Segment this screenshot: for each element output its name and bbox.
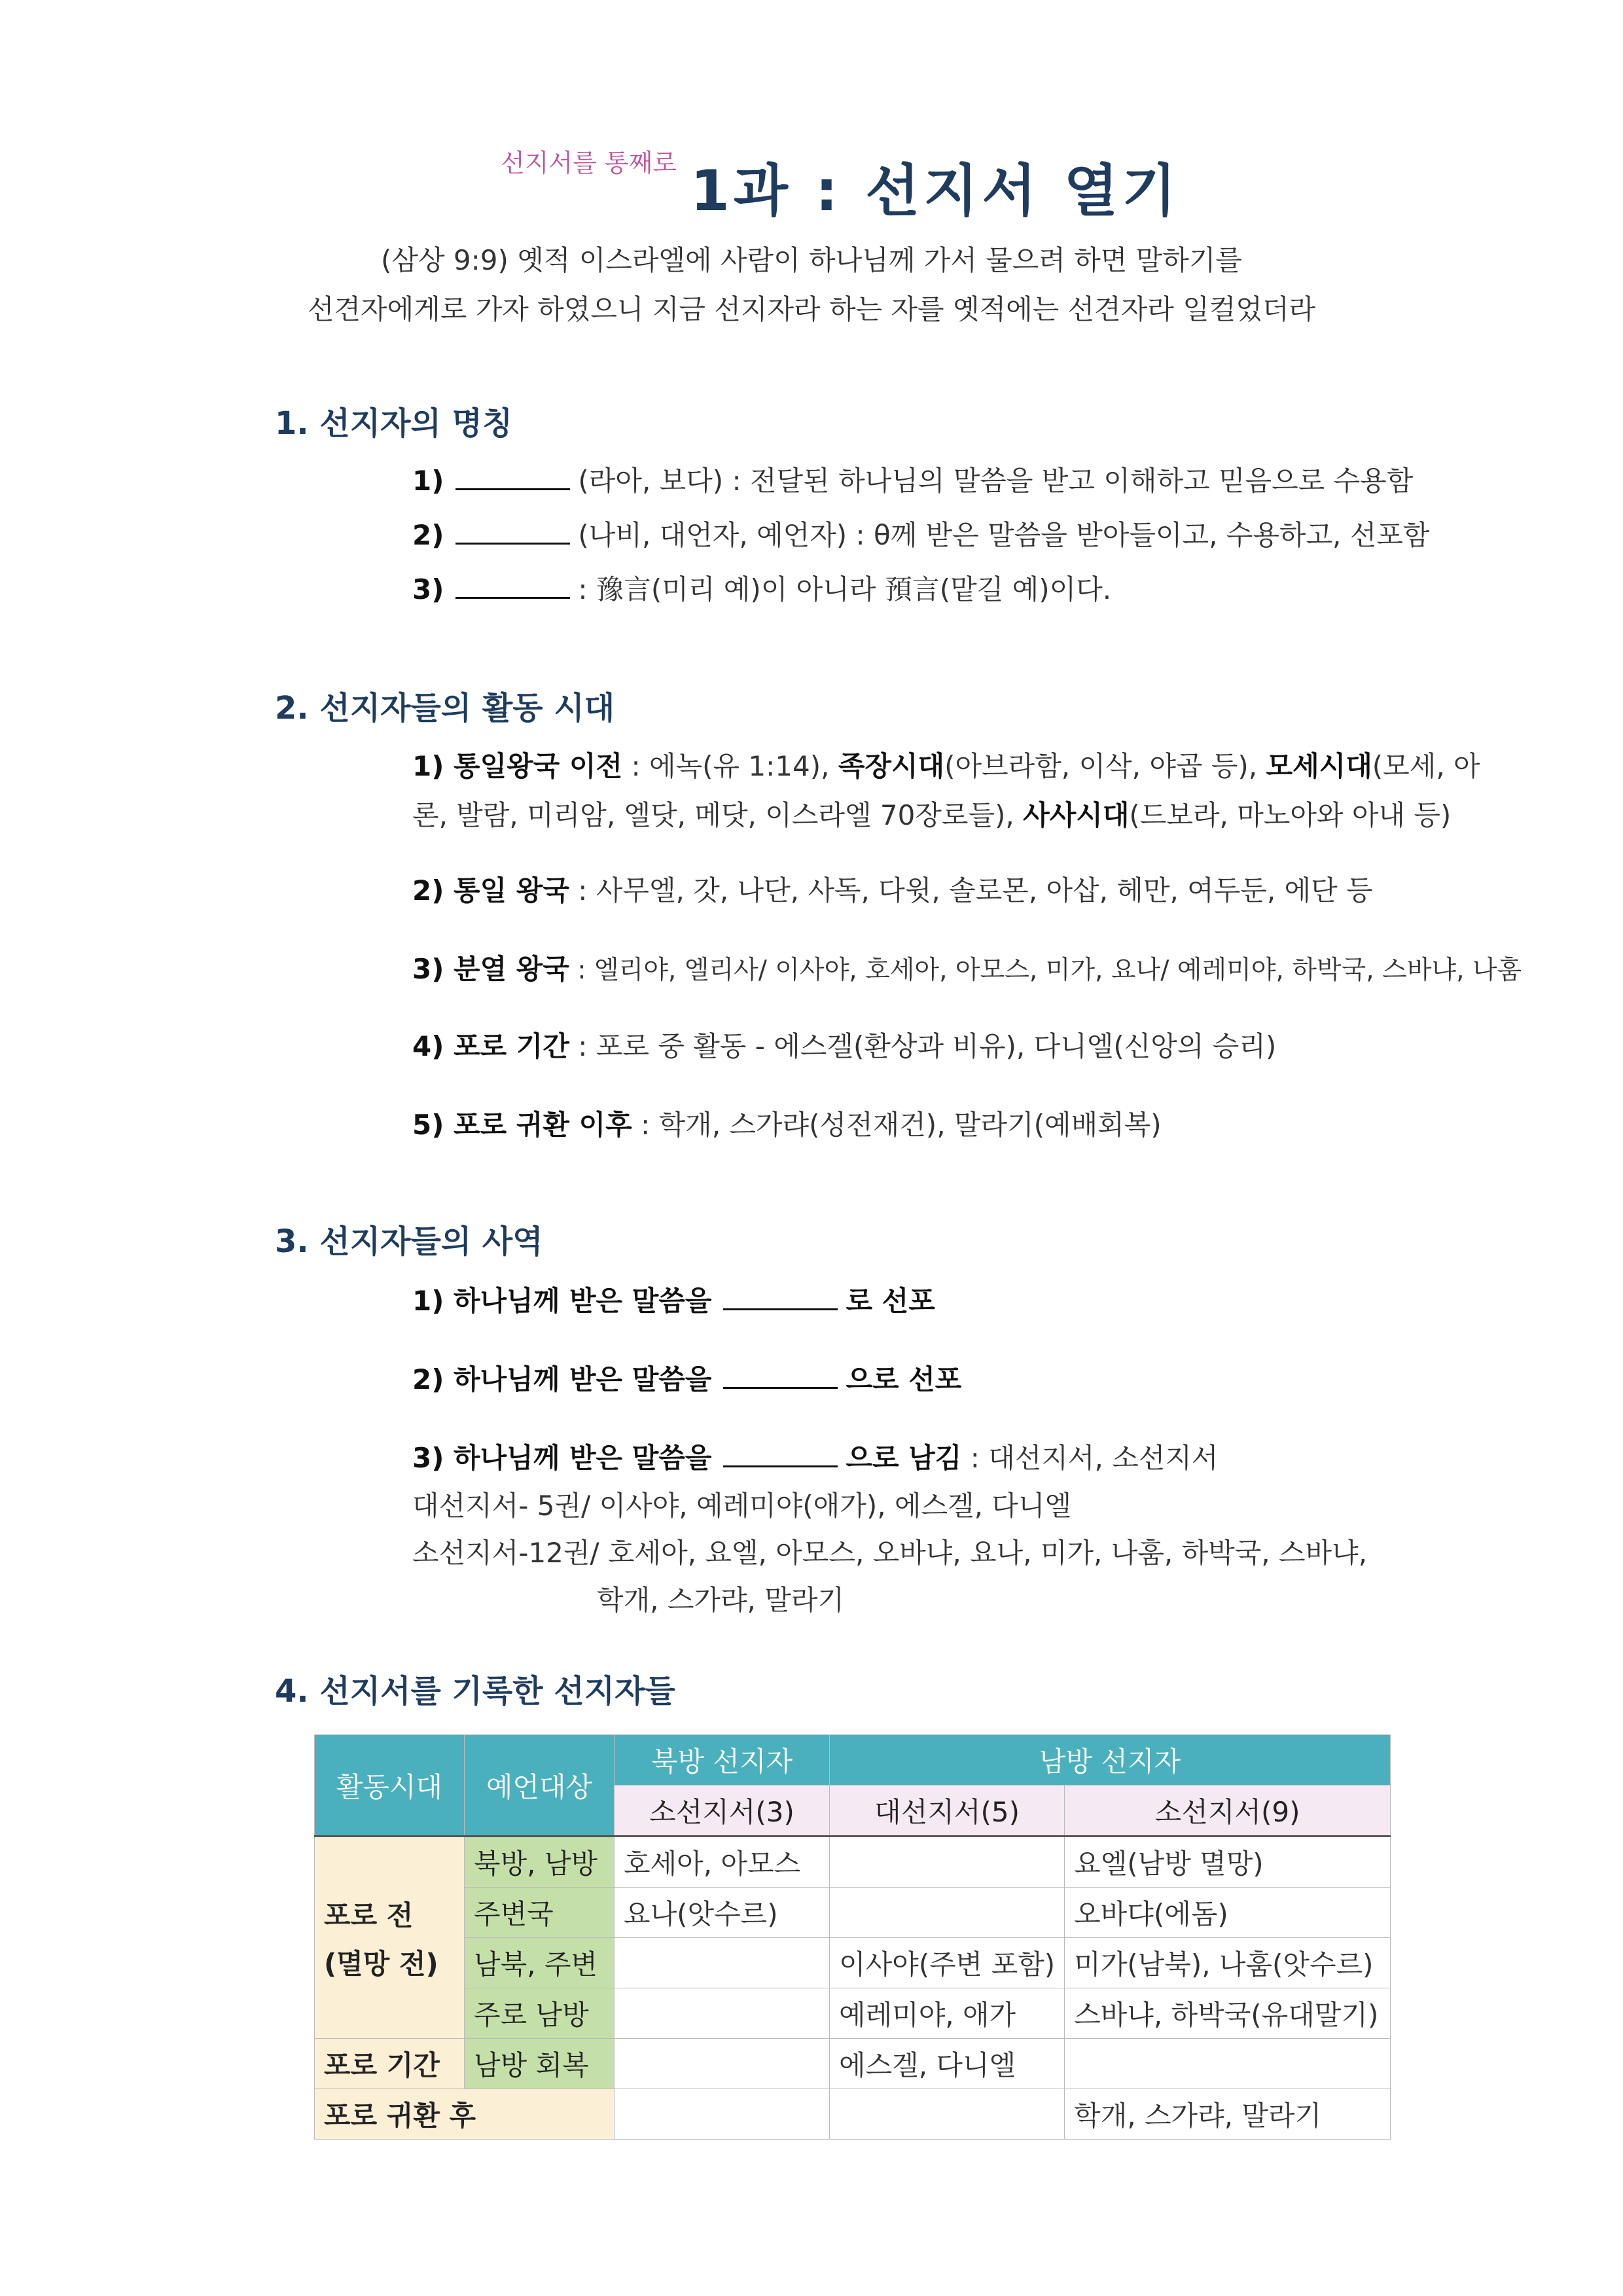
section-2-title: 2. 선지자들의 활동 시대	[275, 690, 615, 726]
era-pre-exile	[315, 1837, 465, 2039]
south-minor-cell: 미가(남북), 나훔(앗수르)	[1065, 1938, 1391, 1988]
subheader-south-minor: 소선지서(9)	[1065, 1785, 1391, 1837]
verse-line-1: (삼상 9:9) 옛적 이스라엘에 사람이 하나님께 가서 물으려 하면 말하기를	[381, 244, 1242, 276]
header-north: 북방 선지자	[615, 1735, 830, 1785]
south-major-cell: 예레미야, 애가	[830, 1988, 1065, 2039]
item-label: 4) 포로 기간	[412, 1030, 569, 1062]
fill-blank	[455, 523, 570, 545]
north-minor-cell: 호세아, 아모스	[615, 1837, 830, 1888]
target-cell: 남방 회복	[465, 2039, 615, 2089]
item-text: 론, 발람, 미리암, 엘닷, 메닷, 이스라엘 70장로들),	[412, 799, 1024, 831]
item-text: (드보라, 마노아와 아내 등)	[1129, 799, 1452, 831]
item-text: 으로 남김	[846, 1442, 962, 1474]
item-text: 으로 선포	[846, 1363, 962, 1395]
item-text: : 사무엘, 갓, 나단, 사독, 다윗, 솔로몬, 아삽, 헤만, 여두둔, 에단 등	[569, 874, 1373, 906]
header-target: 예언대상	[465, 1735, 615, 1837]
table-row	[315, 2039, 1391, 2089]
page-title: 1과 : 선지서 열기	[690, 158, 1181, 224]
era-name: 족장시대	[838, 750, 945, 782]
subheader-south-major: 대선지서(5)	[830, 1785, 1065, 1837]
s2-item-1	[412, 745, 1480, 784]
south-major-cell: 에스겔, 다니엘	[830, 2039, 1065, 2089]
target-cell: 북방, 남방	[465, 1837, 615, 1888]
south-minor-cell: 학개, 스가랴, 말라기	[1065, 2089, 1391, 2140]
south-major-cell: 이사야(주변 포함)	[830, 1938, 1065, 1988]
s2-item-3	[412, 948, 1522, 987]
item-text: 1) 하나님께 받은 말씀을	[412, 1285, 712, 1317]
item-number: 2)	[412, 519, 444, 551]
s1-item-2	[412, 514, 1429, 553]
north-minor-cell	[615, 2089, 830, 2140]
era-label: (멸망 전)	[324, 1947, 438, 1980]
item-text: : 豫言(미리 예)이 아니라 預言(맡길 예)이다.	[578, 573, 1112, 605]
item-text: (아브라함, 이삭, 야곱 등),	[944, 750, 1266, 782]
series-label: 선지서를 통째로	[501, 149, 677, 177]
item-label: 1) 통일왕국 이전	[412, 750, 623, 782]
section-4-title: 4. 선지서를 기록한 선지자들	[275, 1673, 675, 1710]
fill-blank	[455, 577, 570, 599]
table-row	[315, 1837, 1391, 1888]
section-1-title: 1. 선지자의 명칭	[275, 405, 513, 442]
south-minor-cell: 스바냐, 하박국(유대말기)	[1065, 1988, 1391, 2039]
item-label: 5) 포로 귀환 이후	[412, 1109, 632, 1141]
table-row	[315, 1888, 1391, 1938]
item-number: 3)	[412, 573, 444, 605]
south-minor-cell	[1065, 2039, 1391, 2089]
table-row	[315, 2089, 1391, 2140]
s1-item-3	[412, 568, 1111, 607]
item-text: (라아, 보다) : 전달된 하나님의 말씀을 받고 이해하고 믿음으로 수용함	[578, 465, 1414, 497]
header-south: 남방 선지자	[830, 1735, 1391, 1785]
south-minor-cell: 요엘(남방 멸망)	[1065, 1837, 1391, 1888]
fill-blank	[723, 1289, 838, 1310]
item-text: 2) 하나님께 받은 말씀을	[412, 1363, 712, 1395]
north-minor-cell: 요나(앗수르)	[615, 1888, 830, 1938]
major-prophets-line: 대선지서- 5권/ 이사야, 예레미야(애가), 에스겔, 다니엘	[412, 1490, 1072, 1522]
fill-blank	[455, 469, 570, 490]
item-text: (나비, 대언자, 예언자) : θ께 받은 말씀을 받아들이고, 수용하고, 선포함	[578, 519, 1430, 551]
item-label: 2) 통일 왕국	[412, 874, 569, 906]
item-text: : 학개, 스가랴(성전재건), 말라기(예배회복)	[632, 1109, 1162, 1141]
s3-item-1	[412, 1280, 935, 1319]
s2-item-1-cont	[412, 794, 1451, 833]
south-major-cell	[830, 1888, 1065, 1938]
target-cell: 주변국	[465, 1888, 615, 1938]
item-text: : 엘리야, 엘리사/ 이사야, 호세아, 아모스, 미가, 요나/ 예레미야, 하박국, 스바냐, 나훔	[569, 956, 1522, 985]
minor-prophets-line-1: 소선지서-12권/ 호세아, 요엘, 아모스, 오바냐, 요나, 미가, 나훔, 하박국, 스바냐,	[412, 1537, 1368, 1569]
item-text: 3) 하나님께 받은 말씀을	[412, 1442, 712, 1474]
item-text: 로 선포	[846, 1285, 935, 1317]
table-row	[315, 1938, 1391, 1988]
era-name: 모세시대	[1266, 750, 1372, 782]
s3-item-3	[412, 1437, 1219, 1476]
s3-item-2	[412, 1358, 961, 1397]
south-major-cell	[830, 2089, 1065, 2140]
s2-item-5	[412, 1103, 1162, 1143]
south-major-cell	[830, 1837, 1065, 1888]
item-text: : 포로 중 활동 - 에스겔(환상과 비유), 다니엘(신앙의 승리)	[569, 1030, 1277, 1062]
era-label: 포로 전	[324, 1899, 414, 1931]
s1-item-1	[412, 459, 1413, 499]
header-era: 활동시대	[315, 1735, 465, 1837]
north-minor-cell	[615, 2039, 830, 2089]
section-3-title: 3. 선지자들의 사역	[275, 1223, 543, 1260]
s2-item-2	[412, 869, 1373, 908]
item-number: 1)	[412, 465, 444, 497]
item-text: : 대선지서, 소선지서	[961, 1442, 1219, 1474]
item-label: 3) 분열 왕국	[412, 953, 569, 985]
fill-blank	[723, 1446, 838, 1467]
north-minor-cell	[615, 1938, 830, 1988]
target-cell: 주로 남방	[465, 1988, 615, 2039]
era-post-return: 포로 귀환 후	[315, 2089, 615, 2140]
subheader-north-minor: 소선지서(3)	[615, 1785, 830, 1837]
minor-prophets-line-2: 학개, 스가랴, 말라기	[597, 1584, 844, 1616]
north-minor-cell	[615, 1988, 830, 2039]
s2-item-4	[412, 1025, 1276, 1064]
table-row	[315, 1988, 1391, 2039]
prophets-table	[314, 1734, 1391, 2140]
era-name: 사사시대	[1023, 799, 1130, 831]
era-exile: 포로 기간	[315, 2039, 465, 2089]
verse-line-2: 선견자에게로 가자 하였으니 지금 선지자라 하는 자를 옛적에는 선견자라 일컬었더라	[307, 293, 1316, 325]
target-cell: 남북, 주변	[465, 1938, 615, 1988]
item-text: (모세, 아	[1372, 750, 1480, 782]
south-minor-cell: 오바댜(에돔)	[1065, 1888, 1391, 1938]
fill-blank	[723, 1367, 838, 1389]
item-text: : 에녹(유 1:14),	[622, 750, 838, 782]
